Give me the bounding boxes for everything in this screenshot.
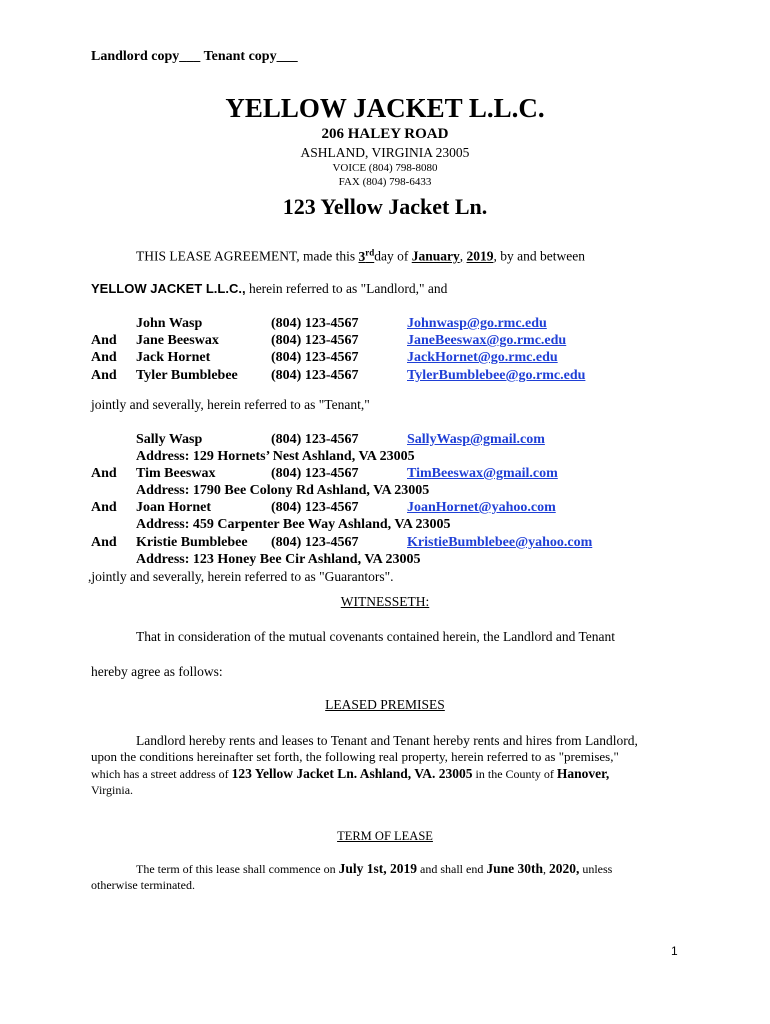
guarantor-address: Address: 459 Carpenter Bee Way Ashland, VA 23005 <box>136 517 451 532</box>
premises-line-4: Virginia. <box>91 783 134 797</box>
company-title: YELLOW JACKET L.L.C. <box>225 93 545 123</box>
guarantor-address: Address: 123 Honey Bee Cir Ashland, VA 23005 <box>136 552 421 567</box>
premises-line-1: Landlord hereby rents and leases to Tenant and Tenant hereby rents and hires from Landlord, <box>136 733 638 748</box>
guarantor-email-link[interactable]: TimBeeswax@gmail.com <box>407 466 558 481</box>
tenant-phone: (804) 123-4567 <box>271 316 359 331</box>
term-end-date: June 30th <box>486 861 543 876</box>
property-title: 123 Yellow Jacket Ln. <box>282 194 488 219</box>
guarantor-name: Sally Wasp <box>136 432 203 447</box>
tenant-name: Jane Beeswax <box>136 333 219 348</box>
tenant-row: And Jack Hornet (804) 123-4567 JackHornet@go.rmc.edu <box>91 350 558 365</box>
witnesseth-line-1: That in consideration of the mutual covenants contained herein, the Landlord and Tenant <box>136 629 616 644</box>
guarantor-phone: (804) 123-4567 <box>271 535 359 550</box>
tenant-clause: jointly and severally, herein referred to as "Tenant," <box>91 397 370 412</box>
term-line-1: The term of this lease shall commence on July 1st, 2019 and shall end June 30th, 2020, unless <box>136 861 613 876</box>
witnesseth-line-2: hereby agree as follows: <box>91 664 223 679</box>
premises-line-3: which has a street address of 123 Yellow Jacket Ln. Ashland, VA. 23005 in the County of Hanover, <box>91 766 610 781</box>
tenant-phone: (804) 123-4567 <box>271 333 359 348</box>
premises-county: Hanover, <box>556 766 610 781</box>
landlord-copy-label: Landlord copy___ <box>91 49 201 64</box>
leased-premises-heading: LEASED PREMISES <box>325 697 445 712</box>
guarantor-name: Joan Hornet <box>136 500 212 515</box>
copy-designation <box>91 49 298 65</box>
premises-line-2: upon the conditions hereinafter set forth, the following real property, herein referred to as "premises," <box>91 749 619 764</box>
tenant-email-link[interactable]: TylerBumblebee@go.rmc.edu <box>407 368 586 383</box>
term-end-year: 2020, <box>548 861 580 876</box>
company-street: 206 HALEY ROAD <box>321 126 449 142</box>
tenant-name: John Wasp <box>136 316 203 331</box>
guarantor-phone: (804) 123-4567 <box>271 500 359 515</box>
guarantor-name: Tim Beeswax <box>136 466 216 481</box>
guarantor-clause: ,jointly and severally, herein referred to as "Guarantors". <box>88 569 394 584</box>
guarantor-row: And Joan Hornet (804) 123-4567 JoanHornet@yahoo.com <box>91 500 556 515</box>
agreement-day: 3rd <box>358 247 375 264</box>
tenant-email-link[interactable]: JackHornet@go.rmc.edu <box>407 350 558 365</box>
tenant-row: And Jane Beeswax (804) 123-4567 JaneBeeswax@go.rmc.edu <box>91 333 567 348</box>
guarantor-address: Address: 1790 Bee Colony Rd Ashland, VA 23005 <box>136 483 430 498</box>
tenant-name: Tyler Bumblebee <box>136 368 238 383</box>
company-voice: VOICE (804) 798-8080 <box>332 162 438 174</box>
term-start-date: July 1st, 2019 <box>338 861 417 876</box>
agreement-pre: THIS LEASE AGREEMENT, made this <box>136 248 356 264</box>
guarantor-name: Kristie Bumblebee <box>136 535 248 550</box>
tenant-phone: (804) 123-4567 <box>271 350 359 365</box>
guarantor-address: Address: 129 Hornets’ Nest Ashland, VA 23005 <box>136 449 415 464</box>
landlord-name: YELLOW JACKET L.L.C., <box>91 281 246 296</box>
guarantor-row <box>91 432 711 450</box>
guarantor-phone: (804) 123-4567 <box>271 432 359 447</box>
guarantor-phone: (804) 123-4567 <box>271 466 359 481</box>
witnesseth-heading: WITNESSETH: <box>340 594 430 609</box>
premises-address: 123 Yellow Jacket Ln. Ashland, VA. 23005 <box>231 766 473 781</box>
agreement-post: , by and between <box>493 248 585 264</box>
agreement-day-label: day of <box>374 248 409 264</box>
tenant-phone: (804) 123-4567 <box>271 368 359 383</box>
agreement-year: 2019 <box>466 248 494 264</box>
guarantor-row: And Kristie Bumblebee (804) 123-4567 KristieBumblebee@yahoo.com <box>91 535 593 550</box>
tenant-email-link[interactable]: JaneBeeswax@go.rmc.edu <box>407 333 567 348</box>
guarantor-email-link[interactable]: SallyWasp@gmail.com <box>407 432 545 447</box>
agreement-line: THIS LEASE AGREEMENT, made this 3rdday of January, 2019, by and between <box>136 247 585 264</box>
guarantor-row: And Tim Beeswax (804) 123-4567 TimBeeswax@gmail.com <box>91 466 558 481</box>
page-number: 1 <box>671 944 678 958</box>
company-city: ASHLAND, VIRGINIA 23005 <box>300 145 470 160</box>
tenant-name: Jack Hornet <box>136 350 211 365</box>
guarantor-email-link[interactable]: JoanHornet@yahoo.com <box>407 500 556 515</box>
landlord-line <box>91 281 447 297</box>
tenant-email-link[interactable]: Johnwasp@go.rmc.edu <box>407 316 547 331</box>
term-line-2: otherwise terminated. <box>91 878 195 892</box>
company-fax: FAX (804) 798-6433 <box>338 176 432 188</box>
landlord-text: herein referred to as "Landlord," and <box>248 281 448 296</box>
guarantor-email-link[interactable]: KristieBumblebee@yahoo.com <box>407 535 593 550</box>
tenant-copy-label: Tenant copy___ <box>203 49 298 64</box>
tenant-row <box>91 316 711 334</box>
tenant-row: And Tyler Bumblebee (804) 123-4567 TylerBumblebee@go.rmc.edu <box>91 368 586 383</box>
term-heading: TERM OF LEASE <box>337 829 433 843</box>
agreement-month: January <box>411 248 460 264</box>
